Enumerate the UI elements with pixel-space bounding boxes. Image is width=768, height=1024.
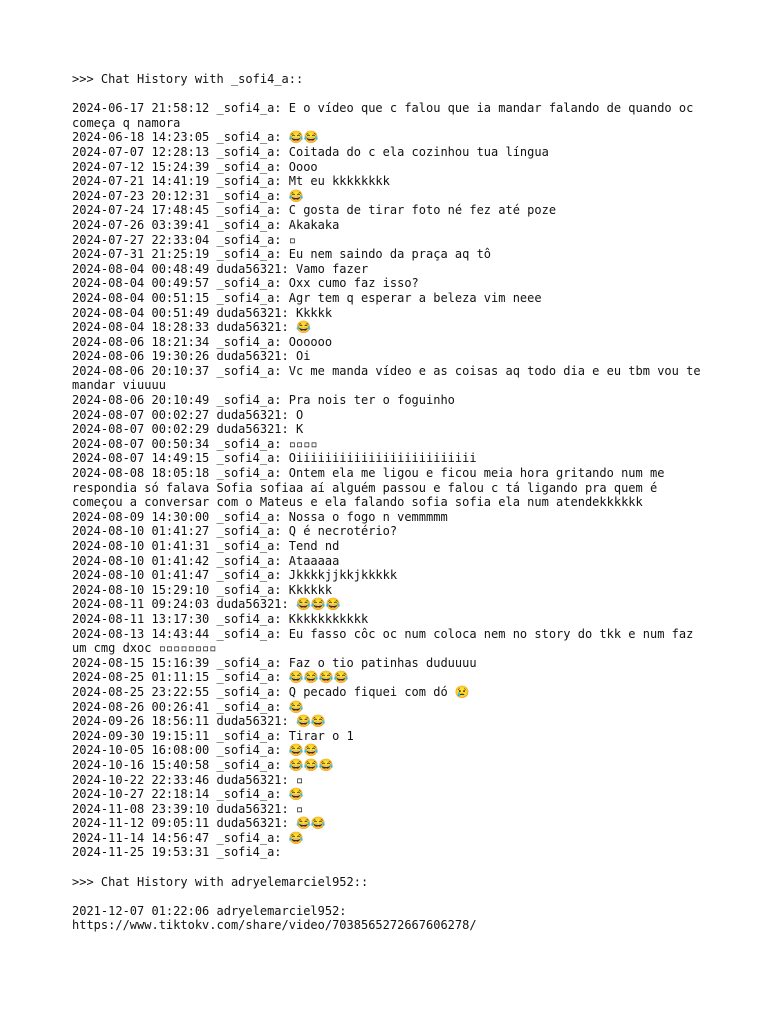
chat-message: 2024-10-16 15:40:58 _sofi4_a: 😂😂😂 bbox=[72, 757, 334, 772]
chat-message: 2021-12-07 01:22:06 adryelemarciel952: https://www.tiktokv.com/share/video/7038565272667606278/ bbox=[72, 903, 477, 933]
chat-message: 2024-08-09 14:30:00 _sofi4_a: Nossa o fogo n vemmmmm bbox=[72, 509, 448, 524]
chat-message: 2024-08-07 14:49:15 _sofi4_a: Oiiiiiiiiiiiiiiiiiiiiiiiii bbox=[72, 451, 477, 466]
chat-message: 2024-08-06 19:30:26 duda56321: Oi bbox=[72, 349, 311, 364]
chat-message: 2024-09-30 19:15:11 _sofi4_a: Tirar o 1 bbox=[72, 728, 354, 743]
spacer bbox=[72, 860, 712, 875]
chat-message: 2024-08-04 00:49:57 _sofi4_a: Oxx cumo faz isso? bbox=[72, 276, 419, 291]
section-header: >>> Chat History with _sofi4_a:: bbox=[72, 72, 304, 86]
chat-message: 2024-08-04 00:51:49 duda56321: Kkkkk bbox=[72, 305, 333, 320]
chat-message: 2024-07-21 14:41:19 _sofi4_a: Mt eu kkkkkkkk bbox=[72, 174, 390, 189]
chat-message: 2024-08-08 18:05:18 _sofi4_a: Ontem ela me ligou e ficou meia hora gritando num me respondia só falava Sofia sofiaa aí alguém passou e falou c tá ligando pra quem é começou a conversar com o Mateus e ela falando sofia sofia ela num atendekkkkkk bbox=[72, 466, 672, 510]
chat-message: 2024-08-25 23:22:55 _sofi4_a: Q pecado fiquei com dó 😢 bbox=[72, 684, 470, 699]
chat-message: 2024-08-10 15:29:10 _sofi4_a: Kkkkkk bbox=[72, 582, 333, 597]
chat-message: 2024-10-27 22:18:14 _sofi4_a: 😂 bbox=[72, 787, 304, 802]
spacer bbox=[72, 889, 712, 904]
chat-message: 2024-11-08 23:39:10 duda56321: ▫ bbox=[72, 801, 304, 816]
chat-history-document bbox=[72, 72, 712, 933]
chat-message: 2024-08-04 18:28:33 duda56321: 😂 bbox=[72, 320, 311, 335]
chat-message: 2024-08-26 00:26:41 _sofi4_a: 😂 bbox=[72, 699, 304, 714]
chat-message: 2024-08-06 20:10:49 _sofi4_a: Pra nois ter o foguinho bbox=[72, 393, 455, 408]
chat-message: 2024-07-24 17:48:45 _sofi4_a: C gosta de tirar foto né fez até poze bbox=[72, 203, 557, 218]
chat-section-sofi4a bbox=[72, 72, 712, 860]
chat-message: 2024-08-11 13:17:30 _sofi4_a: Kkkkkkkkkkk bbox=[72, 611, 369, 626]
chat-message: 2024-08-13 14:43:44 _sofi4_a: Eu fasso côc oc num coloca nem no story do tkk e num faz um cmg dxoc ▫▫▫▫▫▫▫▫ bbox=[72, 626, 701, 656]
chat-message: 2024-08-11 09:24:03 duda56321: 😂😂😂 bbox=[72, 597, 341, 612]
chat-message: 2024-08-07 00:02:27 duda56321: O bbox=[72, 407, 304, 422]
chat-message: 2024-07-26 03:39:41 _sofi4_a: Akakaka bbox=[72, 217, 340, 232]
spacer bbox=[72, 87, 712, 102]
chat-message: 2024-10-22 22:33:46 duda56321: ▫ bbox=[72, 772, 304, 787]
chat-message: 2024-08-06 18:21:34 _sofi4_a: Oooooo bbox=[72, 334, 333, 349]
chat-message: 2024-08-04 00:51:15 _sofi4_a: Agr tem q esperar a beleza vim neee bbox=[72, 290, 542, 305]
message-list bbox=[72, 101, 712, 860]
chat-message: 2024-06-18 14:23:05 _sofi4_a: 😂😂 bbox=[72, 130, 319, 145]
chat-message: 2024-07-12 15:24:39 _sofi4_a: Oooo bbox=[72, 159, 318, 174]
chat-message: 2024-08-10 01:41:27 _sofi4_a: Q é necrotério? bbox=[72, 524, 398, 539]
chat-message: 2024-08-10 01:41:31 _sofi4_a: Tend nd bbox=[72, 539, 340, 553]
chat-message: 2024-08-06 20:10:37 _sofi4_a: Vc me manda vídeo e as coisas aq todo dia e eu tbm vou te mandar viuuuu bbox=[72, 363, 708, 393]
chat-message: 2024-11-14 14:56:47 _sofi4_a: 😂 bbox=[72, 830, 304, 845]
section-header: >>> Chat History with adryelemarciel952:: bbox=[72, 874, 369, 889]
chat-message: 2024-08-10 01:41:42 _sofi4_a: Ataaaaa bbox=[72, 553, 340, 568]
chat-message: 2024-08-25 01:11:15 _sofi4_a: 😂😂😂😂 bbox=[72, 670, 349, 685]
chat-message: 2024-06-17 21:58:12 _sofi4_a: E o vídeo que c falou que ia mandar falando de quando oc começa q namora bbox=[72, 101, 701, 130]
chat-message: 2024-07-07 12:28:13 _sofi4_a: Coitada do c ela cozinhou tua língua bbox=[72, 144, 549, 159]
chat-message: 2024-08-07 00:02:29 duda56321: K bbox=[72, 422, 304, 437]
chat-message: 2024-11-12 09:05:11 duda56321: 😂😂 bbox=[72, 816, 326, 831]
chat-message: 2024-09-26 18:56:11 duda56321: 😂😂 bbox=[72, 714, 326, 729]
chat-message: 2024-07-23 20:12:31 _sofi4_a: 😂 bbox=[72, 188, 304, 203]
chat-message: 2024-08-10 01:41:47 _sofi4_a: Jkkkkjjkkjkkkkk bbox=[72, 568, 398, 583]
chat-section-adryelemarciel952 bbox=[72, 875, 712, 933]
chat-message: 2024-07-27 22:33:04 _sofi4_a: ▫ bbox=[72, 232, 296, 247]
chat-message: 2024-07-31 21:25:19 _sofi4_a: Eu nem saindo da praça aq tô bbox=[72, 247, 492, 262]
chat-message: 2024-08-07 00:50:34 _sofi4_a: ▫▫▫▫ bbox=[72, 436, 318, 451]
chat-message: 2024-11-25 19:53:31 _sofi4_a: bbox=[72, 845, 282, 860]
chat-message: 2024-08-15 15:16:39 _sofi4_a: Faz o tio patinhas duduuuu bbox=[72, 655, 477, 670]
chat-message: 2024-10-05 16:08:00 _sofi4_a: 😂😂 bbox=[72, 743, 319, 758]
message-list bbox=[72, 904, 712, 933]
chat-message: 2024-08-04 00:48:49 duda56321: Vamo fazer bbox=[72, 261, 369, 276]
